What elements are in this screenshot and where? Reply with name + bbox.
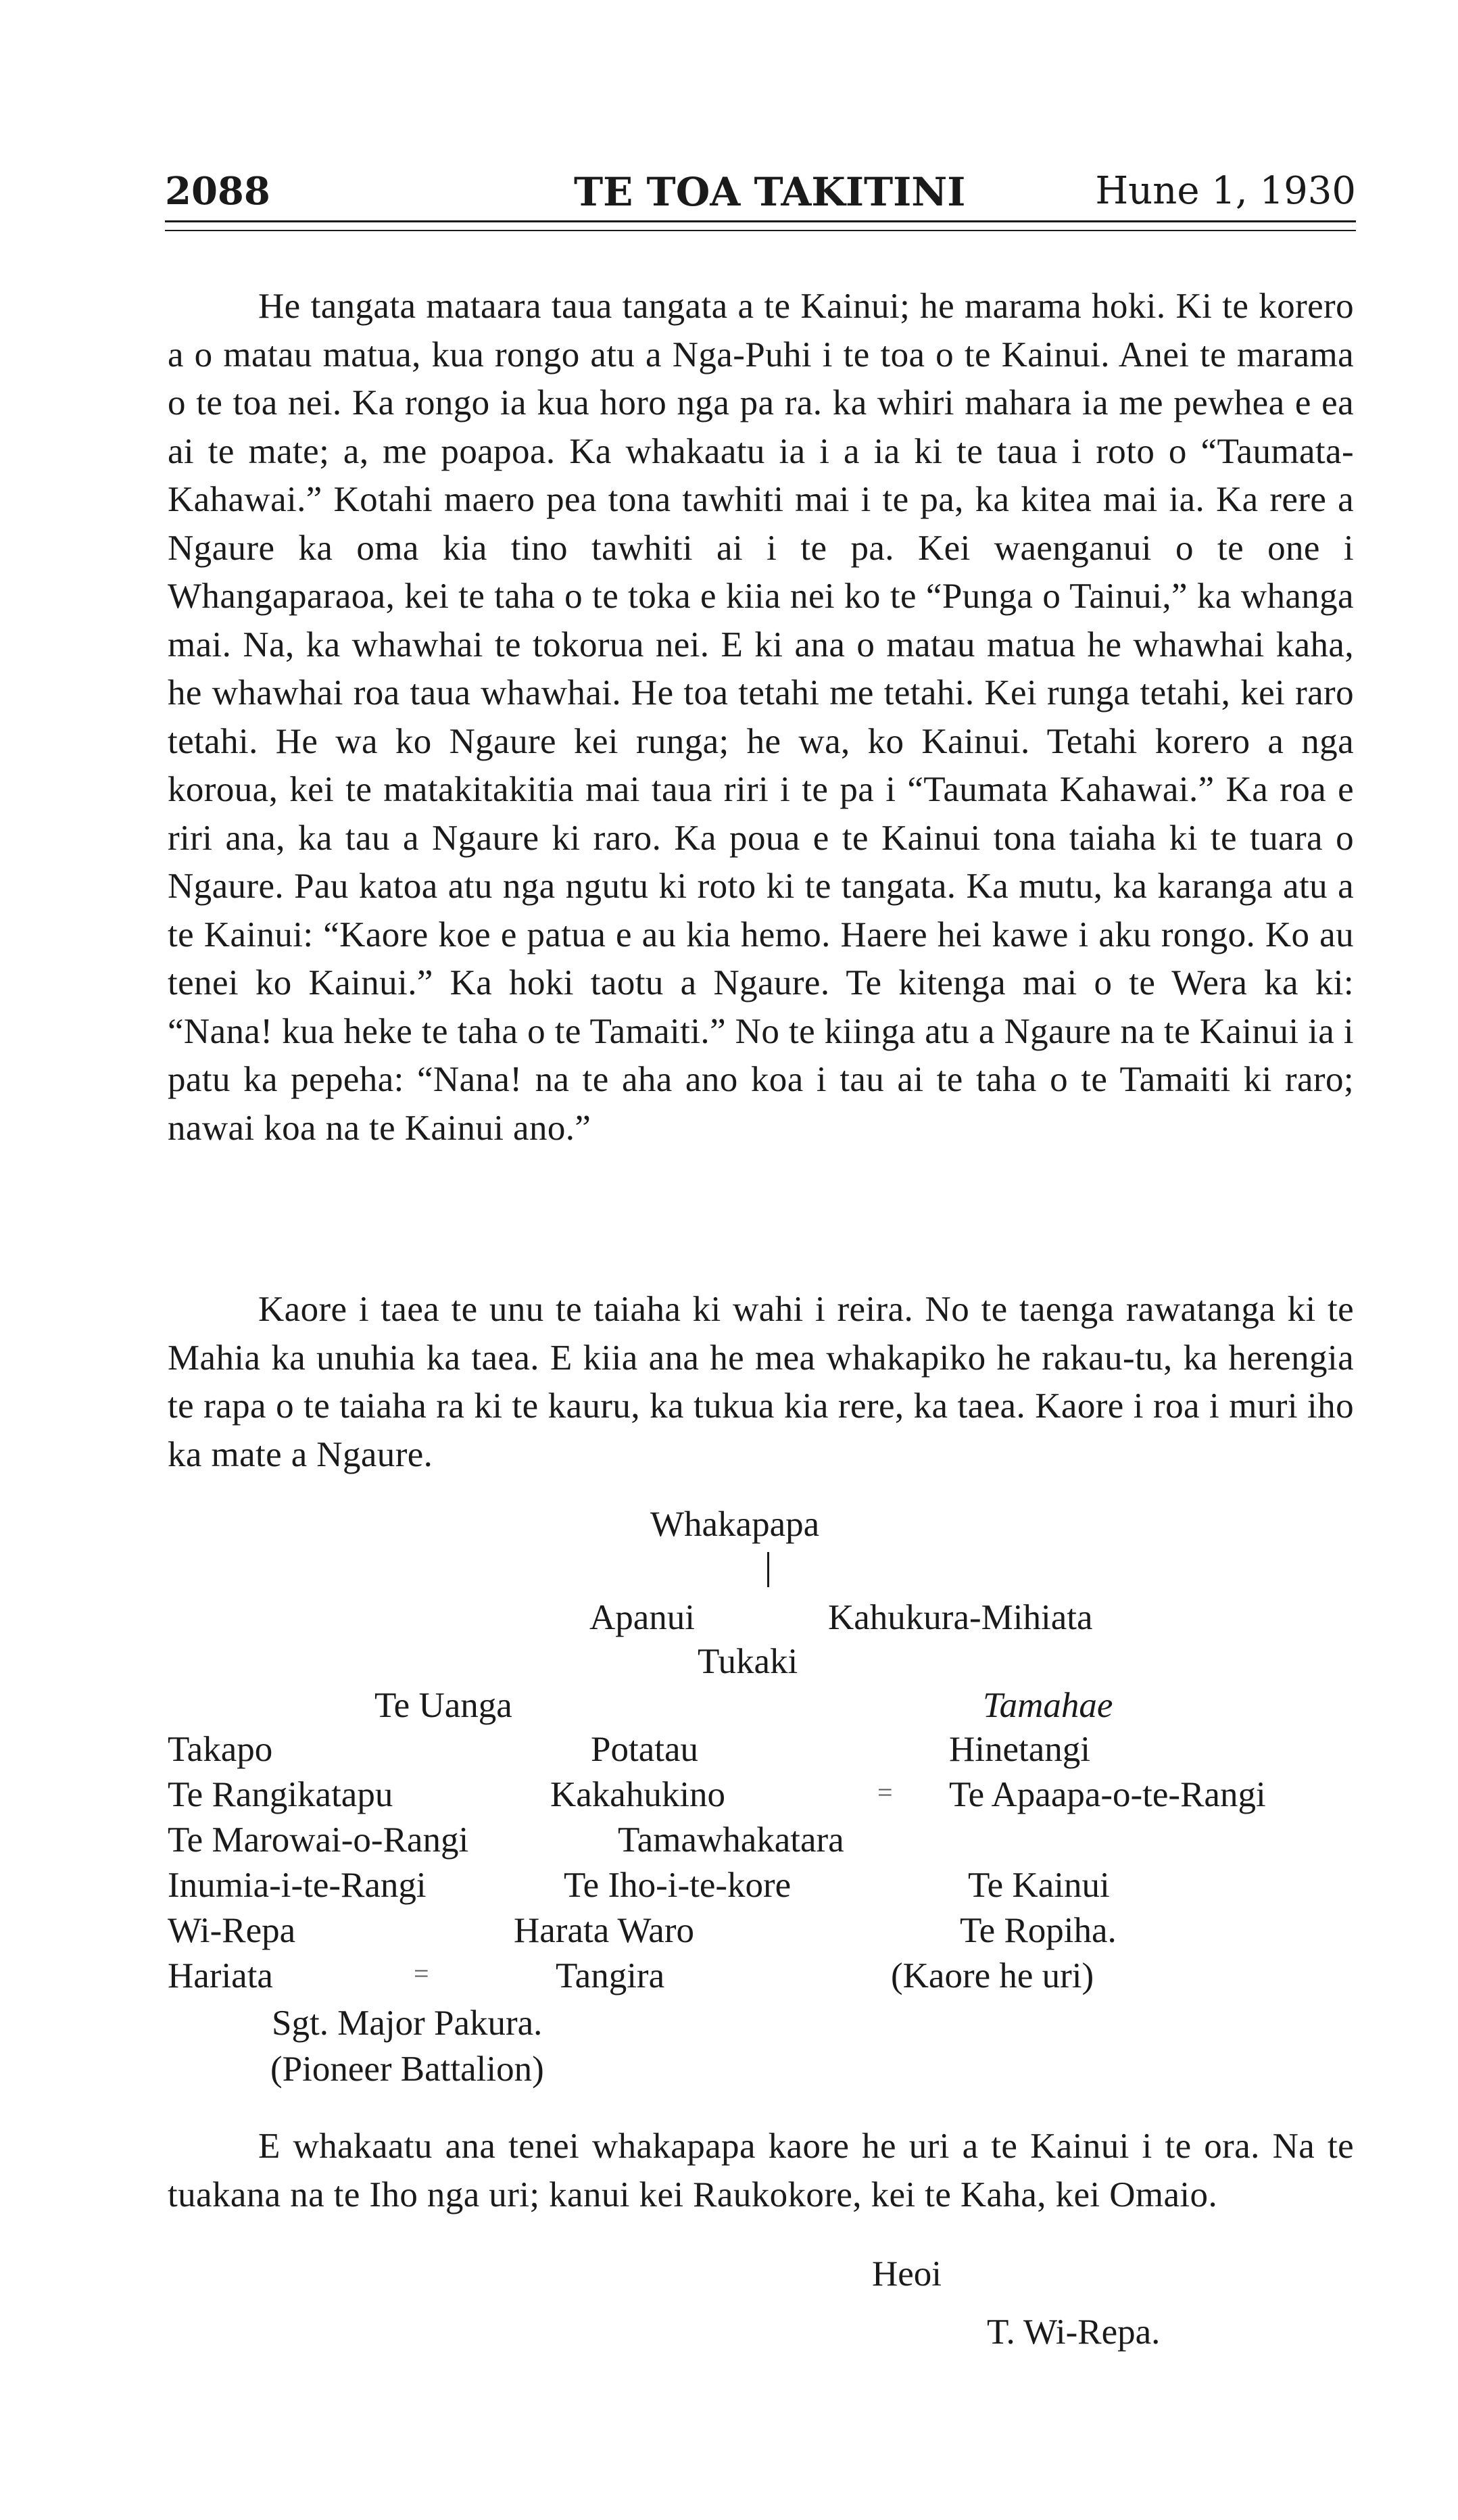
genealogy-col1-1: Takapo	[168, 1730, 273, 1769]
genealogy-tamahae: Tamahae	[983, 1686, 1113, 1725]
genealogy-col1-4: Inumia-i-te-Rangi	[168, 1866, 427, 1905]
page-header	[165, 169, 1356, 223]
genealogy-heading: Whakapapa	[650, 1505, 820, 1544]
genealogy-col1-2: Te Rangikatapu	[168, 1775, 393, 1814]
author-signature: T. Wi-Repa.	[987, 2312, 1161, 2352]
genealogy-col2-2: Kakahukino	[550, 1775, 726, 1814]
genealogy-col1-6: Hariata	[168, 1956, 273, 1995]
genealogy-pioneer-battalion: (Pioneer Battalion)	[270, 2050, 544, 2089]
journal-title: TE TOA TAKITINI	[574, 169, 966, 215]
genealogy-col1-3: Te Marowai-o-Rangi	[168, 1820, 469, 1860]
genealogy-col2-1: Potatau	[591, 1730, 698, 1769]
closing-heoi: Heoi	[872, 2254, 942, 2294]
page-number: 2088	[165, 169, 270, 214]
issue-date: Hune 1, 1930	[1095, 169, 1356, 213]
genealogy-col3-5: (Kaore he uri)	[891, 1956, 1094, 1995]
genealogy-col2-5: Harata Waro	[514, 1911, 694, 1950]
paragraph-3: E whakaatu ana tenei whakapapa kaore he uri a te Kainui i te ora. Na te tuakana na te Iho nga uri; kanui kei Raukokore, kei te Kaha, kei Omaio.	[168, 2127, 1354, 2214]
genealogy-sgt-pakura: Sgt. Major Pakura.	[272, 2004, 543, 2043]
header-rule-top	[165, 220, 1356, 222]
paragraph-1: He tangata mataara taua tangata a te Kainui; he marama hoki. Ki te korero a o matau matua, kua rongo atu a Nga-Puhi i te toa o te Kainui. Anei te marama o te toa nei. Ka rongo ia kua horo nga pa ra. ka whiri mahara ia me pewhea e ea ai te mate; a, me poapoa. Ka whakaatu ia i a ia ki te taua i roto o “Taumata-Kahawai.” Kotahi maero pea tona tawhiti mai i te pa, ka kitea mai ia. Ka rere a Ngaure ka oma kia tino tawhiti ai i te pa. Kei waenganui o te one i Whangaparaoa, kei te taha o te toka e kiia nei ko te “Punga o Tainui,” ka whanga mai. Na, ka whawhai te tokorua nei. E ki ana o matau matua he whawhai kaha, he whawhai roa taua whawhai. He toa tetahi me tetahi. Kei runga tetahi, kei raro tetahi. He wa ko Ngaure kei runga; he wa, ko Kainui. Tetahi korero a nga koroua, kei te matakitakitia mai taua riri i te pa i “Taumata Kahawai.” Ka roa e riri ana, ka tau a Ngaure ki raro. Ka poua e te Kainui tona taiaha ki te tuara o Ngaure. Pau katoa atu nga ngutu ki roto ki te tangata. Ka mutu, ka karanga atu a te Kainui: “Kaore koe e patua e au kia hemo. Haere hei kawe i aku rongo. Ko au tenei ko Kainui.” Ka hoki taotu a Ngaure. Te kitenga mai o te Wera ka ki: “Nana! kua heke te taha o te Tamaiti.” No te kiinga atu a Ngaure na te Kainui ia i patu ka pepeha: “Nana! na te aha ano koa i tau ai te taha o te Tamaiti ki raro; nawai koa na te Kainui ano.”	[168, 287, 1354, 1148]
genealogy-marriage-mark-2: =	[414, 1958, 429, 1989]
paragraph-2: Kaore i taea te unu te taiaha ki wahi i reira. No te taenga rawatanga ki te Mahia ka unuhia ka taea. E kiia ana he mea whakapiko he rakau-tu, ka herengia te rapa o te taiaha ra ki te kauru, ka tukua kia rere, ka taea. Kaore i roa i muri iho ka mate a Ngaure.	[168, 1290, 1354, 1474]
genealogy-col3-2: Te Apaapa-o-te-Rangi	[949, 1775, 1266, 1814]
genealogy-col1-5: Wi-Repa	[168, 1911, 296, 1950]
genealogy-col2-3: Tamawhakatara	[618, 1820, 844, 1860]
genealogy-col3-3: Te Kainui	[968, 1866, 1110, 1905]
genealogy-kahukura: Kahukura-Mihiata	[828, 1598, 1093, 1637]
header-rule-bottom	[165, 230, 1356, 231]
genealogy-col3-1: Hinetangi	[949, 1730, 1090, 1769]
genealogy-col3-4: Te Ropiha.	[960, 1911, 1117, 1950]
genealogy-tukaki: Tukaki	[698, 1642, 798, 1681]
genealogy-col2-4: Te Iho-i-te-kore	[564, 1866, 792, 1905]
genealogy-apanui: Apanui	[589, 1598, 696, 1637]
genealogy-te-uanga: Te Uanga	[374, 1686, 512, 1725]
genealogy-connector	[767, 1552, 769, 1587]
genealogy-col2-6: Tangira	[556, 1956, 665, 1995]
genealogy-marriage-mark-1: =	[877, 1777, 893, 1808]
